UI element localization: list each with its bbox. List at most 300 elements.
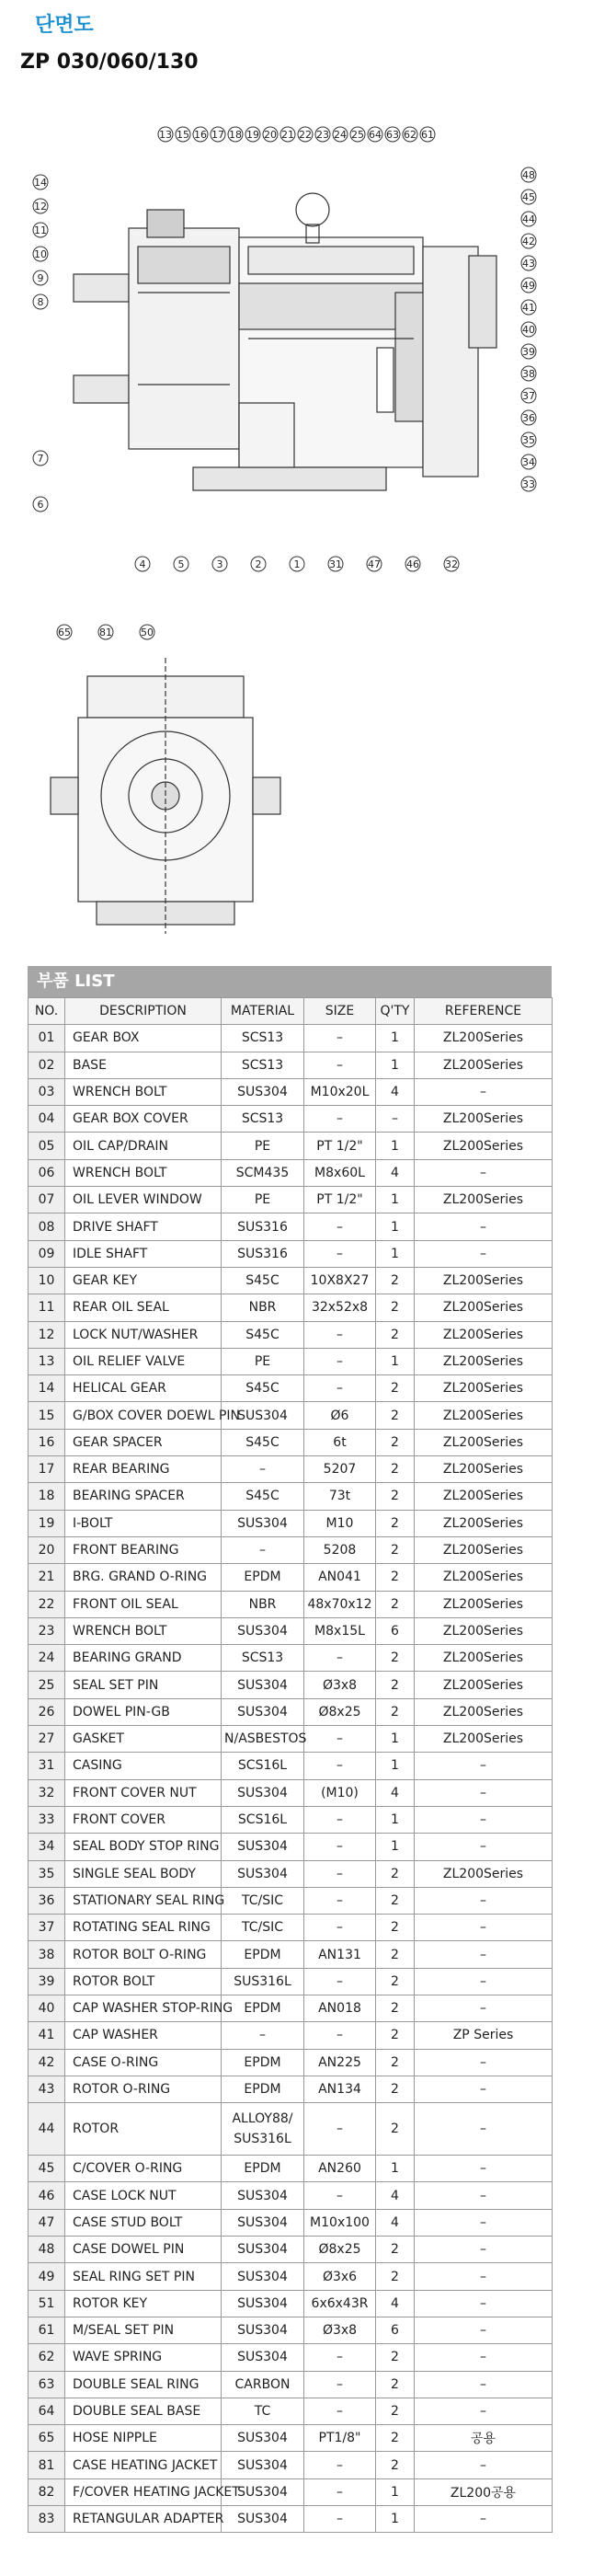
table-row [29,1106,553,1133]
model-title: ZP 030/060/130 [20,51,199,74]
callout-number: 50 [141,627,154,638]
cell-qty: 2 [376,2371,415,2398]
table-row [29,1672,553,1698]
cell-desc: FRONT BEARING [65,1536,222,1563]
cell-no: 06 [29,1159,65,1186]
table-row [29,1429,553,1455]
cell-no: 62 [29,2344,65,2371]
cell-desc: C/COVER O-RING [65,2156,222,2182]
callout-number: 17 [211,129,224,141]
cell-no: 34 [29,1834,65,1860]
cell-no: 24 [29,1645,65,1672]
cell-desc: M/SEAL SET PIN [65,2317,222,2343]
cell-size: M8x60L [304,1159,376,1186]
table-row [29,2103,553,2156]
cell-mat: PE [222,1133,304,1159]
callout-number: 12 [34,201,47,213]
cell-ref: ZL200Series [415,1402,553,1429]
cell-no: 81 [29,2452,65,2478]
cell-ref: ZL200Series [415,1294,553,1321]
cell-ref: – [415,1968,553,1995]
cell-ref: – [415,1887,553,1914]
cell-ref: – [415,2182,553,2209]
cell-no: 82 [29,2478,65,2505]
cell-qty: 2 [376,2425,415,2452]
cell-ref: ZL200Series [415,1698,553,1725]
cell-mat: SUS316L [222,1968,304,1995]
cell-desc: SEAL BODY STOP RING [65,1834,222,1860]
cell-no: 49 [29,2263,65,2290]
cell-mat: SUS304 [222,1698,304,1725]
cell-desc: DRIVE SHAFT [65,1213,222,1240]
cell-qty: 2 [376,1995,415,2021]
cell-qty: 2 [376,2049,415,2076]
table-row [29,2182,553,2209]
cell-mat: SUS304 [222,2237,304,2263]
cell-no: 64 [29,2398,65,2424]
cell-ref: – [415,2398,553,2424]
parts-list [28,966,552,2533]
cell-size: (M10) [304,1779,376,1806]
cell-qty: 2 [376,1321,415,1348]
cell-qty: 2 [376,1672,415,1698]
cell-qty: 2 [376,1375,415,1402]
table-row [29,1968,553,1995]
cell-no: 48 [29,2237,65,2263]
cell-no: 23 [29,1617,65,1644]
table-row [29,2425,553,2452]
cell-mat: SUS304 [222,2344,304,2371]
callout-number: 16 [194,129,207,141]
cell-size: Ø3x8 [304,2317,376,2343]
table-row [29,2506,553,2533]
cell-qty: 2 [376,2452,415,2478]
column-header: MATERIAL [222,998,304,1025]
table-row [29,1187,553,1213]
cell-size: M10x100 [304,2209,376,2236]
cell-no: 04 [29,1106,65,1133]
callout-number: 10 [34,248,47,260]
cell-desc: STATIONARY SEAL RING [65,1887,222,1914]
cell-qty: 1 [376,1133,415,1159]
cell-no: 21 [29,1564,65,1591]
callout-number: 47 [368,558,381,570]
cell-mat: SUS304 [222,2478,304,2505]
cell-size: – [304,2398,376,2424]
cell-size: 5207 [304,1456,376,1483]
table-row [29,1915,553,1941]
cell-ref: ZL200Series [415,1429,553,1455]
cell-mat: SUS304 [222,1860,304,1887]
callout-number: 19 [246,129,259,141]
cell-desc: LOCK NUT/WASHER [65,1321,222,1348]
cell-desc: WAVE SPRING [65,2344,222,2371]
callout-number: 64 [369,129,382,141]
parts-table-header [29,998,553,1025]
cell-qty: 2 [376,1536,415,1563]
cell-ref: ZL200Series [415,1564,553,1591]
table-row [29,1779,553,1806]
table-row [29,2022,553,2049]
cell-size: – [304,1968,376,1995]
cell-mat: PE [222,1187,304,1213]
cell-mat: S45C [222,1483,304,1510]
cell-ref: – [415,1159,553,1186]
cell-no: 14 [29,1375,65,1402]
cell-no: 36 [29,1887,65,1914]
cell-desc: IDLE SHAFT [65,1240,222,1267]
cell-qty: 2 [376,1968,415,1995]
cell-no: 45 [29,2156,65,2182]
cell-mat: SUS316 [222,1213,304,1240]
callout-number: 62 [404,129,416,141]
cell-qty: 1 [376,1348,415,1374]
cell-ref: – [415,2371,553,2398]
callout-number: 46 [406,558,419,570]
cell-desc: BEARING GRAND [65,1645,222,1672]
callout-number: 25 [351,129,364,141]
table-row [29,1133,553,1159]
cell-no: 16 [29,1429,65,1455]
cell-no: 51 [29,2290,65,2317]
cell-size: AN260 [304,2156,376,2182]
callout-number: 6 [37,499,44,511]
cell-no: 08 [29,1213,65,1240]
cell-ref: ZP Series [415,2022,553,2049]
table-row [29,1834,553,1860]
table-row [29,1321,553,1348]
cell-no: 41 [29,2022,65,2049]
cell-desc: FRONT OIL SEAL [65,1591,222,1617]
cell-desc: CASING [65,1753,222,1779]
cell-mat: ALLOY88/ SUS316L [222,2103,304,2156]
callout-number: 32 [445,558,458,570]
cell-ref: – [415,1806,553,1833]
cell-qty: 4 [376,2209,415,2236]
cell-mat: – [222,2022,304,2049]
cell-qty: 1 [376,1240,415,1267]
cell-desc: GEAR BOX COVER [65,1106,222,1133]
cell-no: 17 [29,1456,65,1483]
cell-ref: ZL200Series [415,1052,553,1078]
cell-ref: – [415,2049,553,2076]
cell-desc: FRONT COVER [65,1806,222,1833]
cell-no: 42 [29,2049,65,2076]
table-row [29,2237,553,2263]
cell-desc: WRENCH BOLT [65,1159,222,1186]
callout-number: 45 [522,191,535,203]
cell-desc: GEAR BOX [65,1025,222,1052]
cell-size: AN041 [304,1564,376,1591]
cell-desc: FRONT COVER NUT [65,1779,222,1806]
cell-no: 26 [29,1698,65,1725]
cell-no: 33 [29,1806,65,1833]
cell-mat: SCS13 [222,1052,304,1078]
cell-size: 73t [304,1483,376,1510]
cell-mat: SCM435 [222,1159,304,1186]
cell-mat: SUS304 [222,2263,304,2290]
cell-no: 83 [29,2506,65,2533]
cell-size: 32x52x8 [304,1294,376,1321]
cell-ref: – [415,1078,553,1105]
cell-size: Ø8x25 [304,2237,376,2263]
cell-no: 38 [29,1941,65,1968]
table-row [29,1645,553,1672]
cell-desc: DOUBLE SEAL RING [65,2371,222,2398]
cell-desc: CAP WASHER [65,2022,222,2049]
cell-desc: ROTOR O-RING [65,2076,222,2102]
cell-size: – [304,1726,376,1753]
cell-mat: SCS16L [222,1753,304,1779]
parts-table [28,997,553,2533]
cell-ref: ZL200Series [415,1645,553,1672]
cell-no: 03 [29,1078,65,1105]
callout-number: 44 [522,213,535,225]
cell-size: – [304,1052,376,1078]
table-row [29,2209,553,2236]
cell-qty: 1 [376,1213,415,1240]
cell-no: 43 [29,2076,65,2102]
callout-number: 5 [177,558,185,570]
callout-number: 65 [58,627,71,638]
table-row [29,1078,553,1105]
cell-no: 22 [29,1591,65,1617]
table-row [29,1698,553,1725]
cell-qty: 2 [376,2103,415,2156]
cell-desc: OIL RELIEF VALVE [65,1348,222,1374]
table-row [29,2398,553,2424]
table-row [29,2371,553,2398]
cell-mat: SUS304 [222,1617,304,1644]
cell-desc: ROTOR [65,2103,222,2156]
cell-ref: – [415,2103,553,2156]
cell-desc: BEARING SPACER [65,1483,222,1510]
table-row [29,2478,553,2505]
cell-ref: – [415,1995,553,2021]
cell-size: – [304,1321,376,1348]
cell-mat: SUS304 [222,1510,304,1536]
cell-desc: SINGLE SEAL BODY [65,1860,222,1887]
cell-qty: 2 [376,2076,415,2102]
cell-mat: EPDM [222,1564,304,1591]
cell-ref: ZL200Series [415,1672,553,1698]
cell-no: 13 [29,1348,65,1374]
table-row [29,1402,553,1429]
table-row [29,1591,553,1617]
cell-size: – [304,2344,376,2371]
cell-qty: 2 [376,2398,415,2424]
table-row [29,1213,553,1240]
cell-size: Ø3x6 [304,2263,376,2290]
cell-qty: 2 [376,2344,415,2371]
section-title: 단면도 [35,14,94,37]
callout-number: 8 [37,296,44,308]
cell-ref: – [415,2076,553,2102]
table-row [29,2344,553,2371]
cell-no: 39 [29,1968,65,1995]
cell-qty: 2 [376,1915,415,1941]
cell-no: 11 [29,1294,65,1321]
cell-no: 07 [29,1187,65,1213]
cell-size: – [304,1025,376,1052]
cell-size: AN134 [304,2076,376,2102]
cell-desc: CAP WASHER STOP-RING [65,1995,222,2021]
cell-mat: – [222,1456,304,1483]
cell-size: – [304,1915,376,1941]
cell-desc: CASE STUD BOLT [65,2209,222,2236]
cell-mat: EPDM [222,2156,304,2182]
cell-size: – [304,1240,376,1267]
cell-ref: – [415,1834,553,1860]
cell-no: 05 [29,1133,65,1159]
cell-desc: CASE HEATING JACKET [65,2452,222,2478]
table-row [29,1375,553,1402]
cell-qty: 1 [376,1187,415,1213]
cell-no: 10 [29,1267,65,1294]
cell-no: 27 [29,1726,65,1753]
cell-ref: ZL200공용 [415,2478,553,2505]
cell-size: M10 [304,1510,376,1536]
cell-ref: ZL200Series [415,1187,553,1213]
table-row [29,1806,553,1833]
cell-no: 18 [29,1483,65,1510]
cell-desc: ROTATING SEAL RING [65,1915,222,1941]
cell-size: 6t [304,1429,376,1455]
table-row [29,1052,553,1078]
cell-ref: ZL200Series [415,1106,553,1133]
cell-qty: – [376,1106,415,1133]
cell-qty: 1 [376,1052,415,1078]
callout-number: 33 [522,478,535,490]
cell-qty: 2 [376,1456,415,1483]
cell-mat: TC/SIC [222,1915,304,1941]
cell-qty: 2 [376,2237,415,2263]
cell-ref: – [415,2290,553,2317]
cell-size: AN018 [304,1995,376,2021]
cell-size: – [304,1213,376,1240]
cell-mat: NBR [222,1591,304,1617]
cell-ref: ZL200Series [415,1617,553,1644]
cell-mat: SUS304 [222,2317,304,2343]
cell-qty: 4 [376,2182,415,2209]
cell-size: – [304,1753,376,1779]
cell-qty: 2 [376,2263,415,2290]
cell-ref: – [415,1915,553,1941]
cell-no: 44 [29,2103,65,2156]
table-row [29,1456,553,1483]
table-row [29,1726,553,1753]
callout-number: 18 [229,129,242,141]
column-header: DESCRIPTION [65,998,222,1025]
cell-size: – [304,2182,376,2209]
cell-mat: EPDM [222,2076,304,2102]
callout-number: 14 [34,177,47,189]
callout-number: 1 [293,558,301,570]
cell-qty: 2 [376,1267,415,1294]
cell-size: PT1/8" [304,2425,376,2452]
cell-ref: ZL200Series [415,1456,553,1483]
cell-qty: 6 [376,1617,415,1644]
table-row [29,1159,553,1186]
column-header: NO. [29,998,65,1025]
parts-list-title-prefix: 부품 [37,972,69,991]
table-row [29,1617,553,1644]
cell-no: 37 [29,1915,65,1941]
callout-number: 49 [522,280,535,292]
cell-qty: 2 [376,1698,415,1725]
cell-qty: 2 [376,1510,415,1536]
cell-qty: 2 [376,1294,415,1321]
cell-size: 10X8X27 [304,1267,376,1294]
cell-size: – [304,1645,376,1672]
cell-desc: GASKET [65,1726,222,1753]
cell-ref: – [415,2317,553,2343]
cell-size: – [304,1375,376,1402]
side-section-drawing [28,109,542,587]
cell-qty: 1 [376,1806,415,1833]
cell-no: 40 [29,1995,65,2021]
cell-mat: S45C [222,1375,304,1402]
cell-no: 20 [29,1536,65,1563]
callout-number: 21 [281,129,294,141]
cell-desc: I-BOLT [65,1510,222,1536]
cell-size: – [304,2506,376,2533]
cell-desc: WRENCH BOLT [65,1617,222,1644]
cell-desc: WRENCH BOLT [65,1078,222,1105]
cell-qty: 4 [376,2290,415,2317]
cell-ref: ZL200Series [415,1510,553,1536]
cell-qty: 2 [376,1591,415,1617]
cell-no: 63 [29,2371,65,2398]
table-row [29,2452,553,2478]
cell-qty: 1 [376,1726,415,1753]
cell-qty: 2 [376,1941,415,1968]
front-view-drawing [51,621,308,943]
callout-number: 40 [522,324,535,336]
cell-size: – [304,1106,376,1133]
cell-size: – [304,1806,376,1833]
table-row [29,1887,553,1914]
cell-ref: ZL200Series [415,1591,553,1617]
cell-ref: – [415,2209,553,2236]
cell-mat: SUS304 [222,1834,304,1860]
cell-size: AN225 [304,2049,376,2076]
callout-number: 3 [216,558,223,570]
table-row [29,1536,553,1563]
table-row [29,1294,553,1321]
callout-number: 4 [139,558,146,570]
cell-no: 09 [29,1240,65,1267]
cell-mat: S45C [222,1429,304,1455]
cell-no: 12 [29,1321,65,1348]
cell-qty: 2 [376,1887,415,1914]
parts-list-title [28,966,552,997]
cell-qty: 1 [376,2506,415,2533]
cell-size: – [304,1348,376,1374]
callout-number: 23 [316,129,329,141]
cell-mat: SUS304 [222,2452,304,2478]
cell-mat: SUS304 [222,1672,304,1698]
cell-qty: 4 [376,1159,415,1186]
table-row [29,2076,553,2102]
cell-size: M10x20L [304,1078,376,1105]
cell-ref: 공용 [415,2425,553,2452]
cell-ref: – [415,1941,553,1968]
cell-size: – [304,2452,376,2478]
callout-number: 31 [329,558,342,570]
cell-ref: ZL200Series [415,1133,553,1159]
cell-qty: 2 [376,2022,415,2049]
